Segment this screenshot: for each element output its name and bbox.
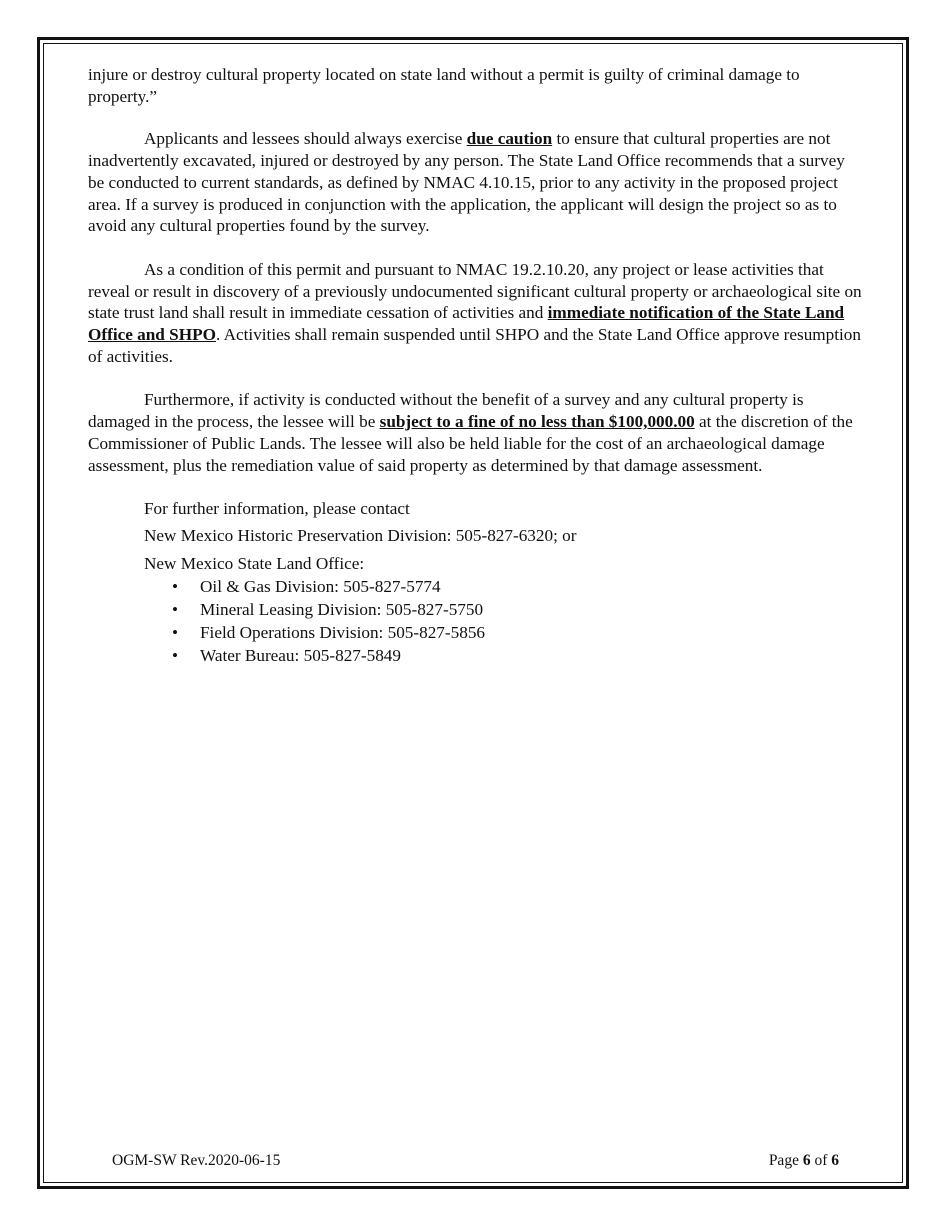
paragraph-permit-condition-lead: As a condition of this permit and pursuant to NMAC 19.2.10.20, any project or lease activities that reveal or result in discovery of a previously undocumented significant cultural property or archaeological site on state trust land shall result in immediate cessation of activities and bbox=[88, 259, 862, 323]
division-item-label: Field Operations Division: 505-827-5856 bbox=[200, 622, 486, 642]
page-current: 6 bbox=[802, 1152, 811, 1169]
bullet-icon: • bbox=[172, 622, 179, 642]
page-word: Page bbox=[768, 1152, 799, 1169]
paragraph-fine-rest: at the discretion of the Commissioner of Public Lands. The lessee will also be held liable for the cost of an archaeological damage assessment, plus the remediation value of said property as determined by that damage assessment. bbox=[88, 412, 853, 475]
footer-form-id: OGM-SW Rev.2020-06-15 bbox=[112, 1152, 281, 1169]
page-total: 6 bbox=[831, 1152, 839, 1169]
bullet-icon: • bbox=[172, 645, 179, 665]
footer-page-number bbox=[769, 1152, 839, 1170]
division-item-mineral-leasing bbox=[144, 598, 863, 621]
emphasis-immediate-notification: immediate notification of the State Land Office and SHPO bbox=[88, 303, 845, 345]
paragraph-fine-lead: Furthermore, if activity is conducted without the benefit of a survey and any cultural property is damaged in the process, the lessee will be bbox=[88, 390, 804, 432]
page-of: of bbox=[814, 1152, 828, 1169]
division-item-label: Water Bureau: 505-827-5849 bbox=[200, 645, 401, 665]
contact-hpd-phone: New Mexico Historic Preservation Division: 505-827-6320; or bbox=[144, 526, 577, 546]
contact-slo-heading: New Mexico State Land Office: bbox=[144, 553, 365, 573]
contact-section bbox=[144, 498, 863, 667]
bullet-icon: • bbox=[172, 599, 179, 619]
document-body bbox=[88, 64, 863, 667]
division-item-oil-gas bbox=[144, 575, 863, 598]
paragraph-criminal-damage: injure or destroy cultural property located on state land without a permit is guilty of criminal damage to property.” bbox=[88, 65, 800, 106]
division-item-label: Oil & Gas Division: 505-827-5774 bbox=[200, 576, 441, 596]
division-item-field-operations bbox=[144, 621, 863, 644]
division-item-label: Mineral Leasing Division: 505-827-5750 bbox=[200, 599, 484, 619]
paragraph-due-caution-lead: Applicants and lessees should always exercise bbox=[144, 129, 467, 149]
division-item-water-bureau bbox=[144, 644, 863, 667]
division-contact-list bbox=[144, 575, 863, 667]
bullet-icon: • bbox=[172, 576, 179, 596]
emphasis-fine-amount: subject to a fine of no less than $100,000.00 bbox=[379, 412, 695, 432]
contact-intro: For further information, please contact bbox=[144, 499, 410, 519]
emphasis-due-caution: due caution bbox=[466, 129, 553, 149]
paragraph-due-caution-rest: to ensure that cultural properties are not inadvertently excavated, injured or destroyed by any person. The State Land Office recommends that a survey be conducted to current standards, as defined by NMAC 4.10.15, prior to any activity in the proposed project area. If a survey is produced in conjunction with the application, the applicant will design the project so as to avoid any cultural properties found by the survey. bbox=[88, 129, 845, 236]
paragraph-permit-condition bbox=[88, 259, 863, 368]
paragraph-fine bbox=[88, 389, 863, 476]
paragraph-due-caution bbox=[88, 128, 863, 237]
paragraph-permit-condition-rest: . Activities shall remain suspended until SHPO and the State Land Office approve resumption of activities. bbox=[88, 325, 861, 366]
